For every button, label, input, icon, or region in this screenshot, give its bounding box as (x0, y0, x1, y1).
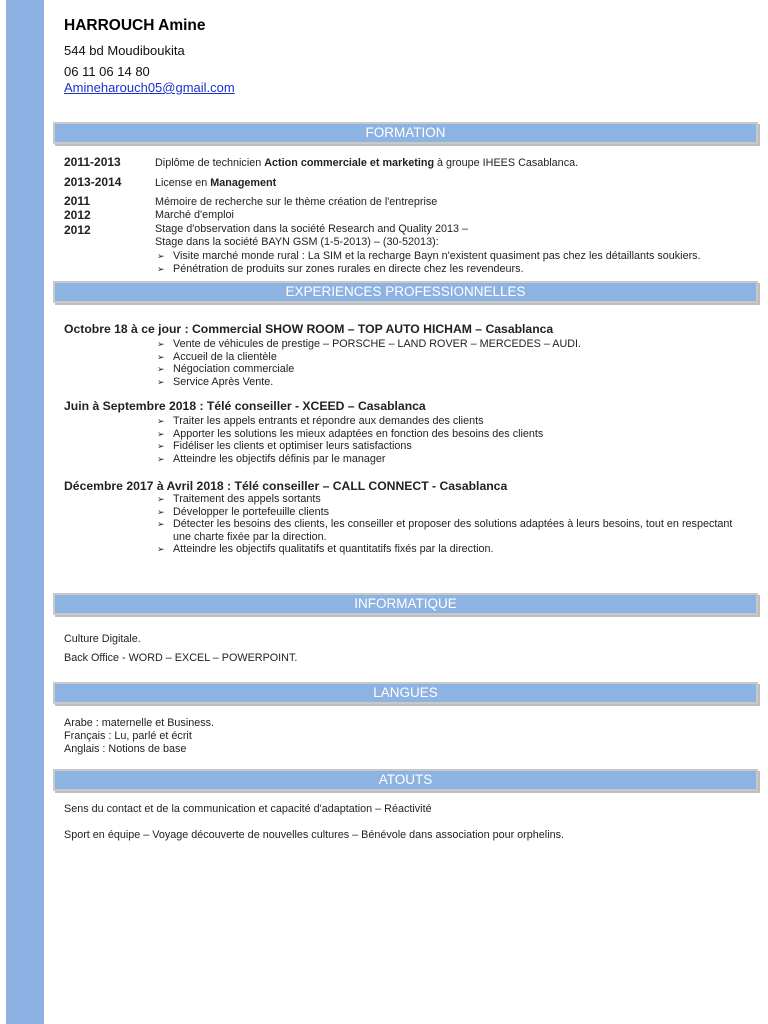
list-item-text: Traitement des appels sortants (173, 493, 321, 505)
informatique-line-1: Culture Digitale. (64, 633, 141, 645)
formation-bullet-list (157, 250, 701, 275)
address: 544 bd Moudiboukita (64, 43, 185, 58)
formation-entry-2-bold: Management (210, 177, 277, 189)
arrowhead-bullet-icon: ➢ (157, 339, 165, 349)
arrowhead-bullet-icon: ➢ (157, 351, 165, 362)
list-item-text: Accueil de la clientèle (173, 350, 277, 363)
informatique-line-2: Back Office - WORD – EXCEL – POWERPOINT. (64, 652, 298, 664)
arrowhead-bullet-icon: ➢ (157, 428, 165, 439)
langue-anglais: Anglais : Notions de base (64, 743, 187, 755)
formation-entry-2-pre: License en (155, 177, 211, 189)
candidate-name: HARROUCH Amine (64, 17, 206, 34)
section-header-experiences: EXPERIENCES PROFESSIONNELLES (53, 281, 758, 303)
email-link[interactable]: Amineharouch05@gmail.com (64, 80, 235, 95)
job-title-2: Juin à Septembre 2018 : Télé conseiller - XCEED – Casablanca (64, 399, 426, 413)
formation-year-4: 2012 (64, 208, 91, 222)
formation-entry-1-pre: Diplôme de technicien (155, 157, 265, 169)
job-title-3: Décembre 2017 à Avril 2018 : Télé conseiller – CALL CONNECT - Casablanca (64, 479, 508, 493)
formation-entry-1-bold: Action commerciale et marketing (264, 157, 435, 169)
list-item (157, 493, 733, 506)
phone-number: 06 11 06 14 80 (64, 64, 150, 79)
formation-line-3: Stage d'observation dans la société Research and Quality 2013 – (155, 223, 468, 235)
list-item-text: Apporter les solutions les mieux adaptées en fonction des besoins des clients (173, 427, 544, 440)
list-item (157, 453, 543, 466)
formation-year-5: 2012 (64, 223, 91, 237)
atout-line-1: Sens du contact et de la communication et capacité d'adaptation – Réactivité (64, 803, 432, 815)
formation-year-3: 2011 (64, 194, 91, 208)
job-title-1: Octobre 18 à ce jour : Commercial SHOW ROOM – TOP AUTO HICHAM – Casablanca (64, 322, 554, 336)
section-header-informatique: INFORMATIQUE (53, 593, 758, 615)
list-item (157, 351, 581, 364)
list-item-text: Atteindre les objectifs définis par le manager (173, 452, 386, 465)
email-link-wrap (64, 80, 235, 95)
langue-arabe: Arabe : maternelle et Business. (64, 717, 215, 729)
list-item-text: Visite marché monde rural : La SIM et la recharge Bayn n'existent quasiment pas chez les détaillants soukiers. (173, 250, 701, 262)
langue-francais: Français : Lu, parlé et écrit (64, 730, 192, 742)
list-item-text: Détecter les besoins des clients, les conseiller et proposer des solutions adaptées à leurs besoins, tout en respectant une charte fixée par la direction. (173, 518, 733, 543)
list-item (157, 428, 543, 441)
formation-year-2: 2013-2014 (64, 175, 122, 189)
list-item-text: Développer le portefeuille clients (173, 505, 330, 518)
list-item-text: Fidéliser les clients et optimiser leurs satisfactions (173, 440, 412, 453)
arrowhead-bullet-icon: ➢ (157, 416, 165, 426)
arrowhead-bullet-icon: ➢ (157, 494, 165, 504)
list-item (157, 518, 733, 543)
list-item (157, 440, 543, 453)
arrowhead-bullet-icon: ➢ (157, 544, 165, 555)
arrowhead-bullet-icon: ➢ (157, 441, 165, 452)
list-item (157, 250, 701, 263)
list-item (157, 263, 701, 276)
list-item (157, 376, 581, 389)
section-header-formation: FORMATION (53, 122, 758, 144)
job-2-tasks (157, 415, 543, 465)
arrowhead-bullet-icon: ➢ (157, 376, 165, 387)
job-1-tasks (157, 338, 581, 388)
formation-entry-1-post: à groupe IHEES Casablanca. (434, 157, 579, 169)
list-item-text: Vente de véhicules de prestige – PORSCHE – LAND ROVER – MERCEDES – AUDI. (173, 338, 582, 350)
arrowhead-bullet-icon: ➢ (157, 506, 165, 517)
formation-entry-1 (155, 157, 578, 169)
list-item-text: Traiter les appels entrants et répondre aux demandes des clients (173, 415, 484, 427)
arrowhead-bullet-icon: ➢ (157, 453, 165, 464)
left-accent-bar (6, 0, 44, 1024)
list-item-text: Négociation commerciale (173, 363, 295, 376)
arrowhead-bullet-icon: ➢ (157, 263, 165, 274)
formation-line-2: Marché d'emploi (155, 209, 234, 221)
list-item (157, 506, 733, 519)
arrowhead-bullet-icon: ➢ (157, 519, 165, 530)
list-item (157, 363, 581, 376)
list-item (157, 338, 581, 351)
arrowhead-bullet-icon: ➢ (157, 251, 165, 261)
list-item (157, 415, 543, 428)
section-header-langues: LANGUES (53, 682, 758, 704)
list-item-text: Atteindre les objectifs qualitatifs et quantitatifs fixés par la direction. (173, 543, 494, 556)
formation-line-4: Stage dans la société BAYN GSM (1-5-2013) – (30-52013): (155, 236, 439, 248)
list-item-text: Pénétration de produits sur zones rurales en directe chez les revendeurs. (173, 262, 524, 275)
arrowhead-bullet-icon: ➢ (157, 364, 165, 375)
list-item-text: Service Après Vente. (173, 375, 274, 388)
section-header-atouts: ATOUTS (53, 769, 758, 791)
formation-entry-2 (155, 177, 276, 189)
formation-year-1: 2011-2013 (64, 155, 121, 169)
list-item (157, 543, 733, 556)
job-3-tasks (157, 493, 733, 556)
formation-line-1: Mémoire de recherche sur le thème création de l'entreprise (155, 196, 438, 208)
atout-line-2: Sport en équipe – Voyage découverte de nouvelles cultures – Bénévole dans association pour orphelins. (64, 829, 564, 841)
